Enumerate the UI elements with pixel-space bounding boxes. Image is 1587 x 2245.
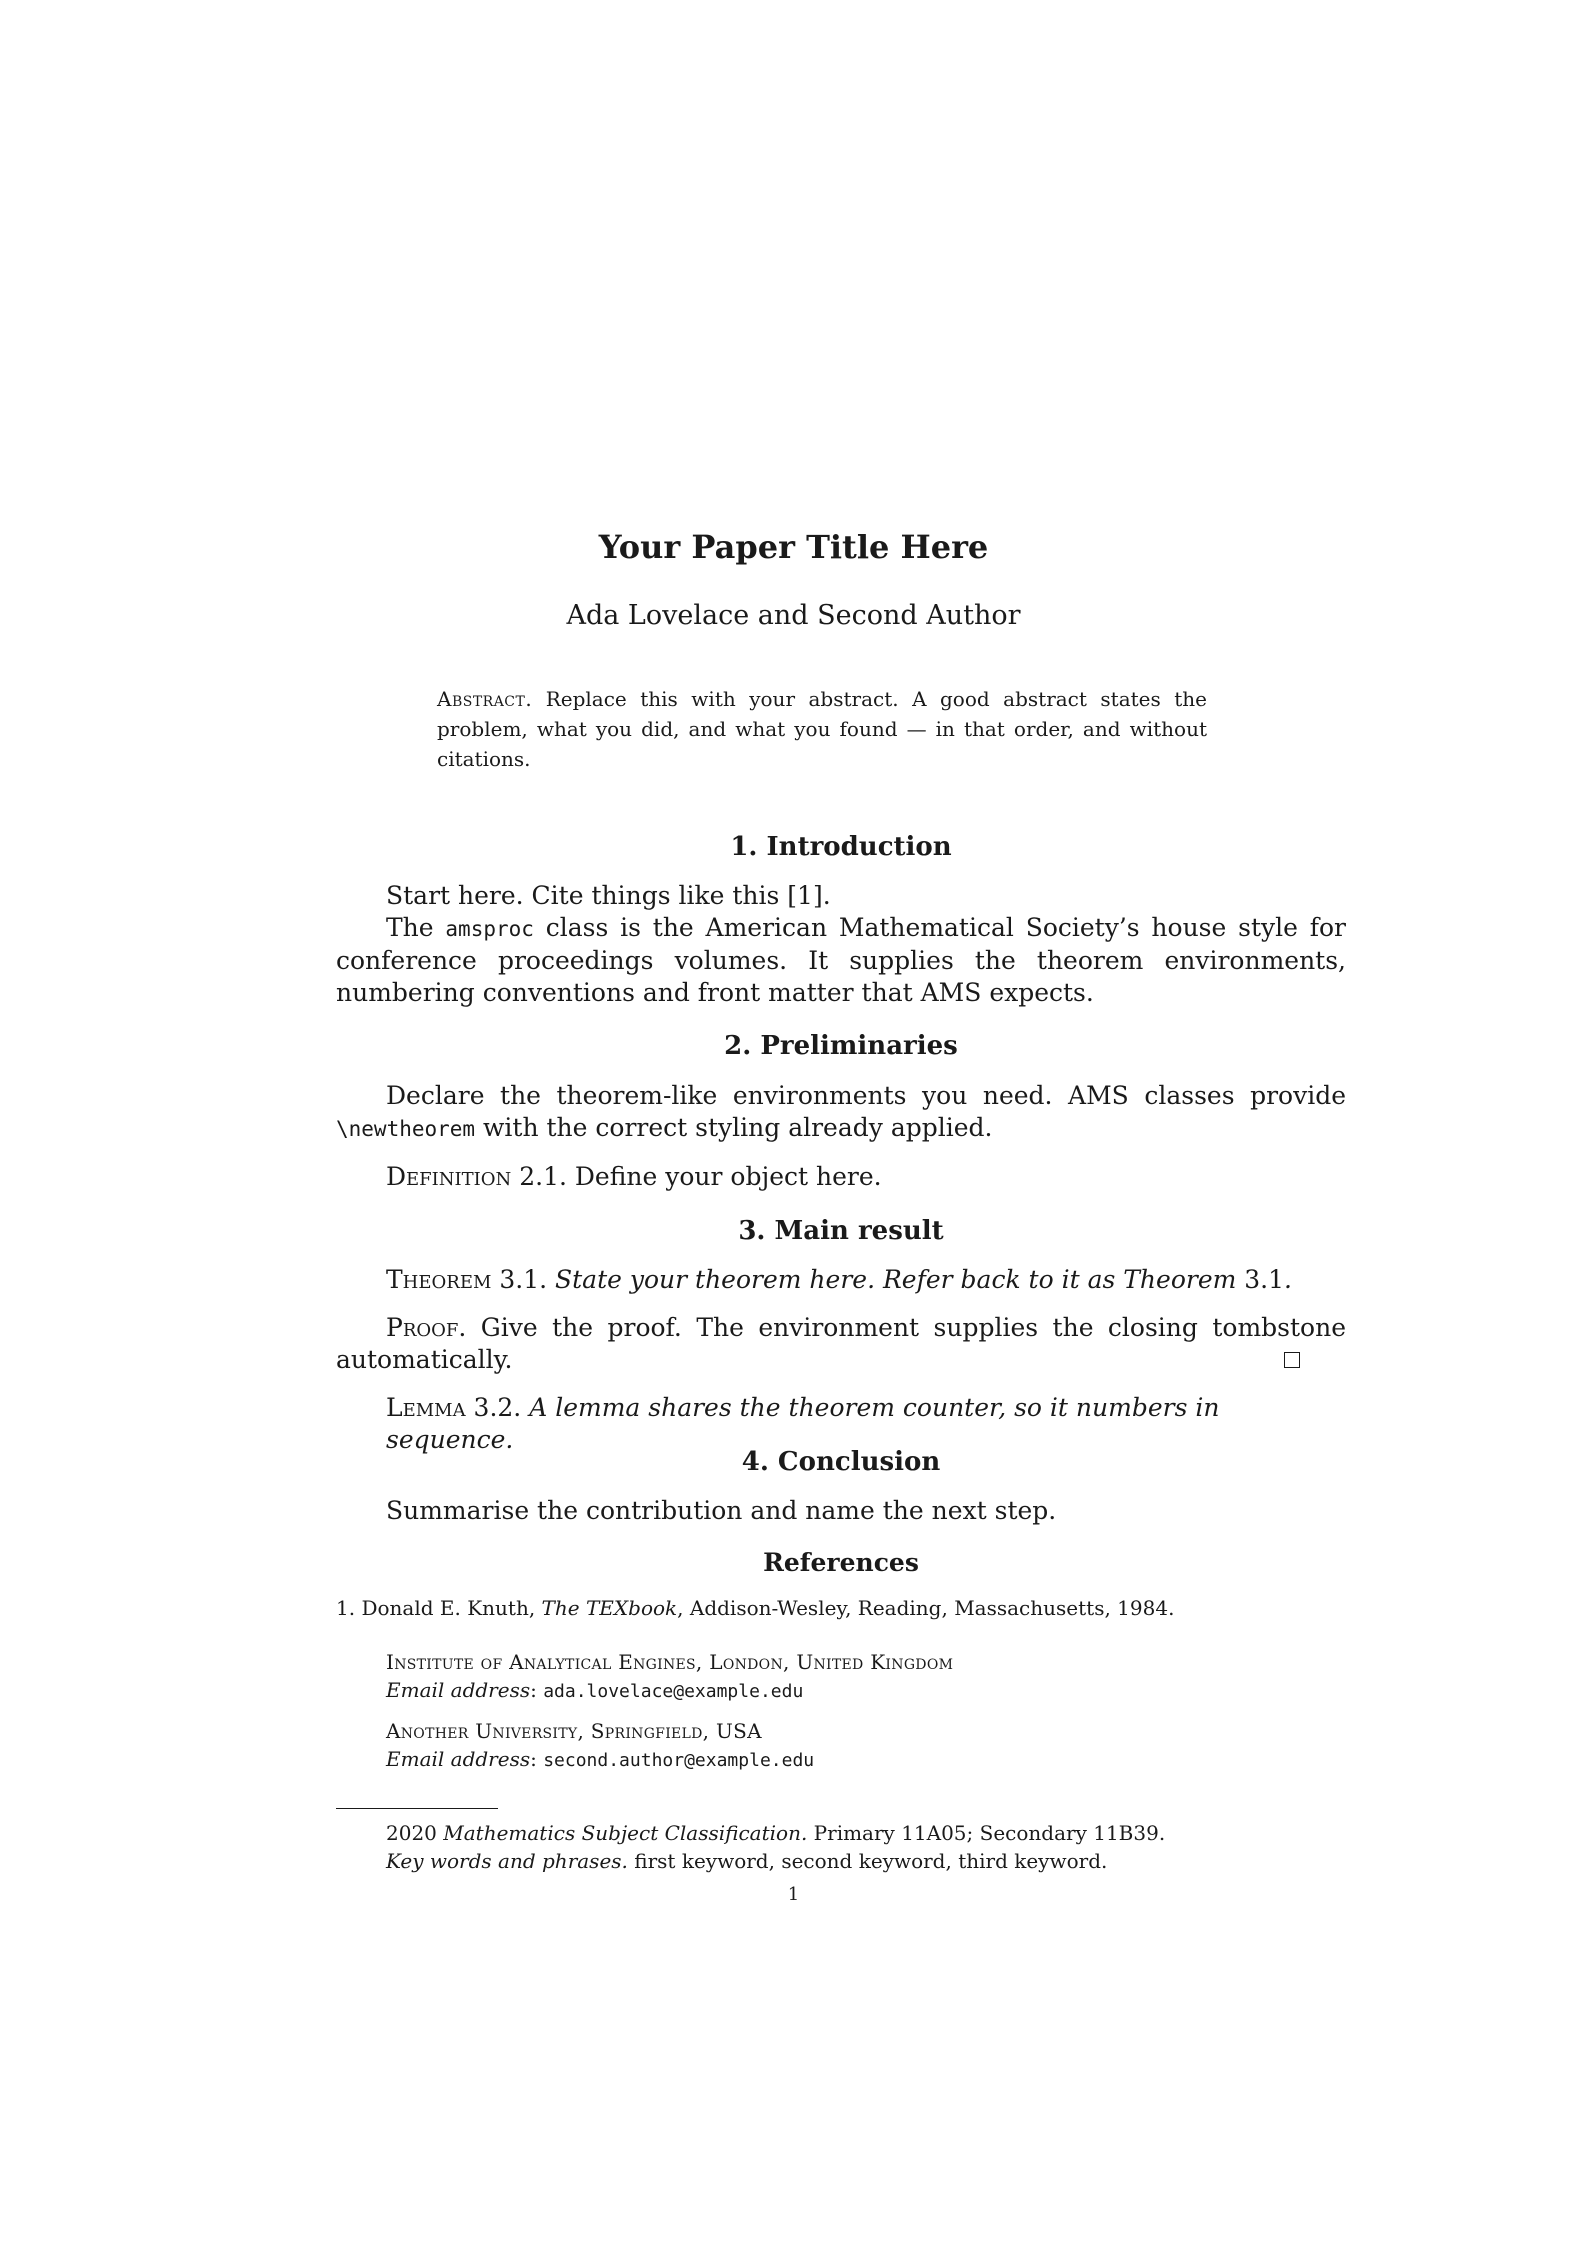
- prelim-text-a: Declare the theorem-like environments you need. AMS classes provide: [386, 1081, 1346, 1110]
- reference-number: 1.: [336, 1596, 356, 1620]
- msc-year: 2020: [386, 1821, 437, 1845]
- msc-label: Mathematics Subject Classification.: [443, 1821, 808, 1845]
- theorem-text-b: .: [1284, 1265, 1292, 1294]
- proof-block: [336, 1312, 1346, 1376]
- abstract-text: Replace this with your abstract. A good abstract states the problem, what you did, and what you found — in that order, and without citations.: [437, 687, 1207, 771]
- affiliation-email-line: Email address: ada.lovelace@example.edu: [386, 1678, 804, 1702]
- reference-author: Donald E. Knuth,: [361, 1596, 542, 1620]
- section-heading-introduction: 1. Introduction: [730, 832, 952, 862]
- section-heading-preliminaries: 2. Preliminaries: [724, 1031, 958, 1061]
- affiliation-institution: Another University, Springfield, USA: [386, 1719, 762, 1743]
- footnote-rule: [336, 1808, 498, 1809]
- email-label: Email address: [386, 1747, 531, 1771]
- intro-text-b: class is the American Mathematical Society’s house style for conference proceedings volumes. It supplies the theorem environments, numbering conventions and front matter that AMS expects.: [336, 913, 1346, 1007]
- definition-text: Define your object here.: [574, 1162, 882, 1191]
- theorem-3-1: [386, 1264, 1346, 1296]
- theorem-label: Theorem 3.1.: [386, 1265, 548, 1294]
- proof-text: Give the proof. The environment supplies the closing tombstone automatically.: [336, 1313, 1346, 1374]
- email-address: ada.lovelace@example.edu: [543, 1681, 804, 1702]
- intro-paragraph-2: [336, 912, 1346, 1009]
- references-heading: References: [763, 1548, 919, 1577]
- abstract: [437, 684, 1207, 774]
- reference-item: [336, 1594, 1346, 1622]
- lemma-text: A lemma shares the theorem counter, so it numbers in sequence.: [386, 1393, 1220, 1454]
- preliminaries-paragraph: [336, 1080, 1346, 1145]
- section-heading-conclusion: 4. Conclusion: [741, 1447, 941, 1477]
- abstract-label: Abstract.: [437, 687, 533, 711]
- reference-details: , Addison-Wesley, Reading, Massachusetts, 1984.: [677, 1596, 1175, 1620]
- theorem-crossref: 3.1: [1244, 1265, 1285, 1294]
- page-number: 1: [787, 1884, 800, 1905]
- section-heading-main-result: 3. Main result: [738, 1216, 944, 1246]
- definition-2-1: [386, 1161, 1346, 1193]
- theorem-text-a: State your theorem here. Refer back to it as Theorem: [555, 1265, 1245, 1294]
- qed-tombstone-icon: [1284, 1352, 1300, 1368]
- inline-code-amsproc: amsproc: [445, 917, 534, 941]
- msc-text: Primary 11A05; Secondary 11B39.: [813, 1821, 1166, 1845]
- lemma-label: Lemma 3.2.: [386, 1393, 522, 1422]
- intro-paragraph-1: Start here. Cite things like this [1].: [386, 881, 831, 910]
- prelim-text-b: with the correct styling already applied.: [475, 1113, 993, 1142]
- keywords-label: Key words and phrases.: [386, 1849, 628, 1873]
- inline-code-newtheorem: \newtheorem: [336, 1117, 476, 1141]
- affiliation-institution: Institute of Analytical Engines, London, United Kingdom: [386, 1650, 954, 1674]
- affiliation-email-line: Email address: second.author@example.edu: [386, 1747, 815, 1771]
- proof-label: Proof.: [386, 1313, 467, 1342]
- email-address: second.author@example.edu: [543, 1750, 815, 1771]
- author-line: Ada Lovelace and Second Author: [566, 600, 1021, 631]
- definition-label: Definition 2.1.: [386, 1162, 567, 1191]
- paper-title: Your Paper Title Here: [598, 528, 989, 566]
- affiliation-2: [386, 1717, 1286, 1775]
- keywords-text: first keyword, second keyword, third keyword.: [634, 1849, 1108, 1873]
- footnote-msc: [386, 1819, 1346, 1847]
- conclusion-paragraph: Summarise the contribution and name the next step.: [386, 1496, 1057, 1525]
- footnote-keywords: [386, 1847, 1346, 1875]
- email-label: Email address: [386, 1678, 531, 1702]
- reference-book-title: The TEXbook: [541, 1596, 678, 1620]
- intro-text-a: The: [386, 913, 446, 942]
- affiliation-1: [386, 1648, 1286, 1706]
